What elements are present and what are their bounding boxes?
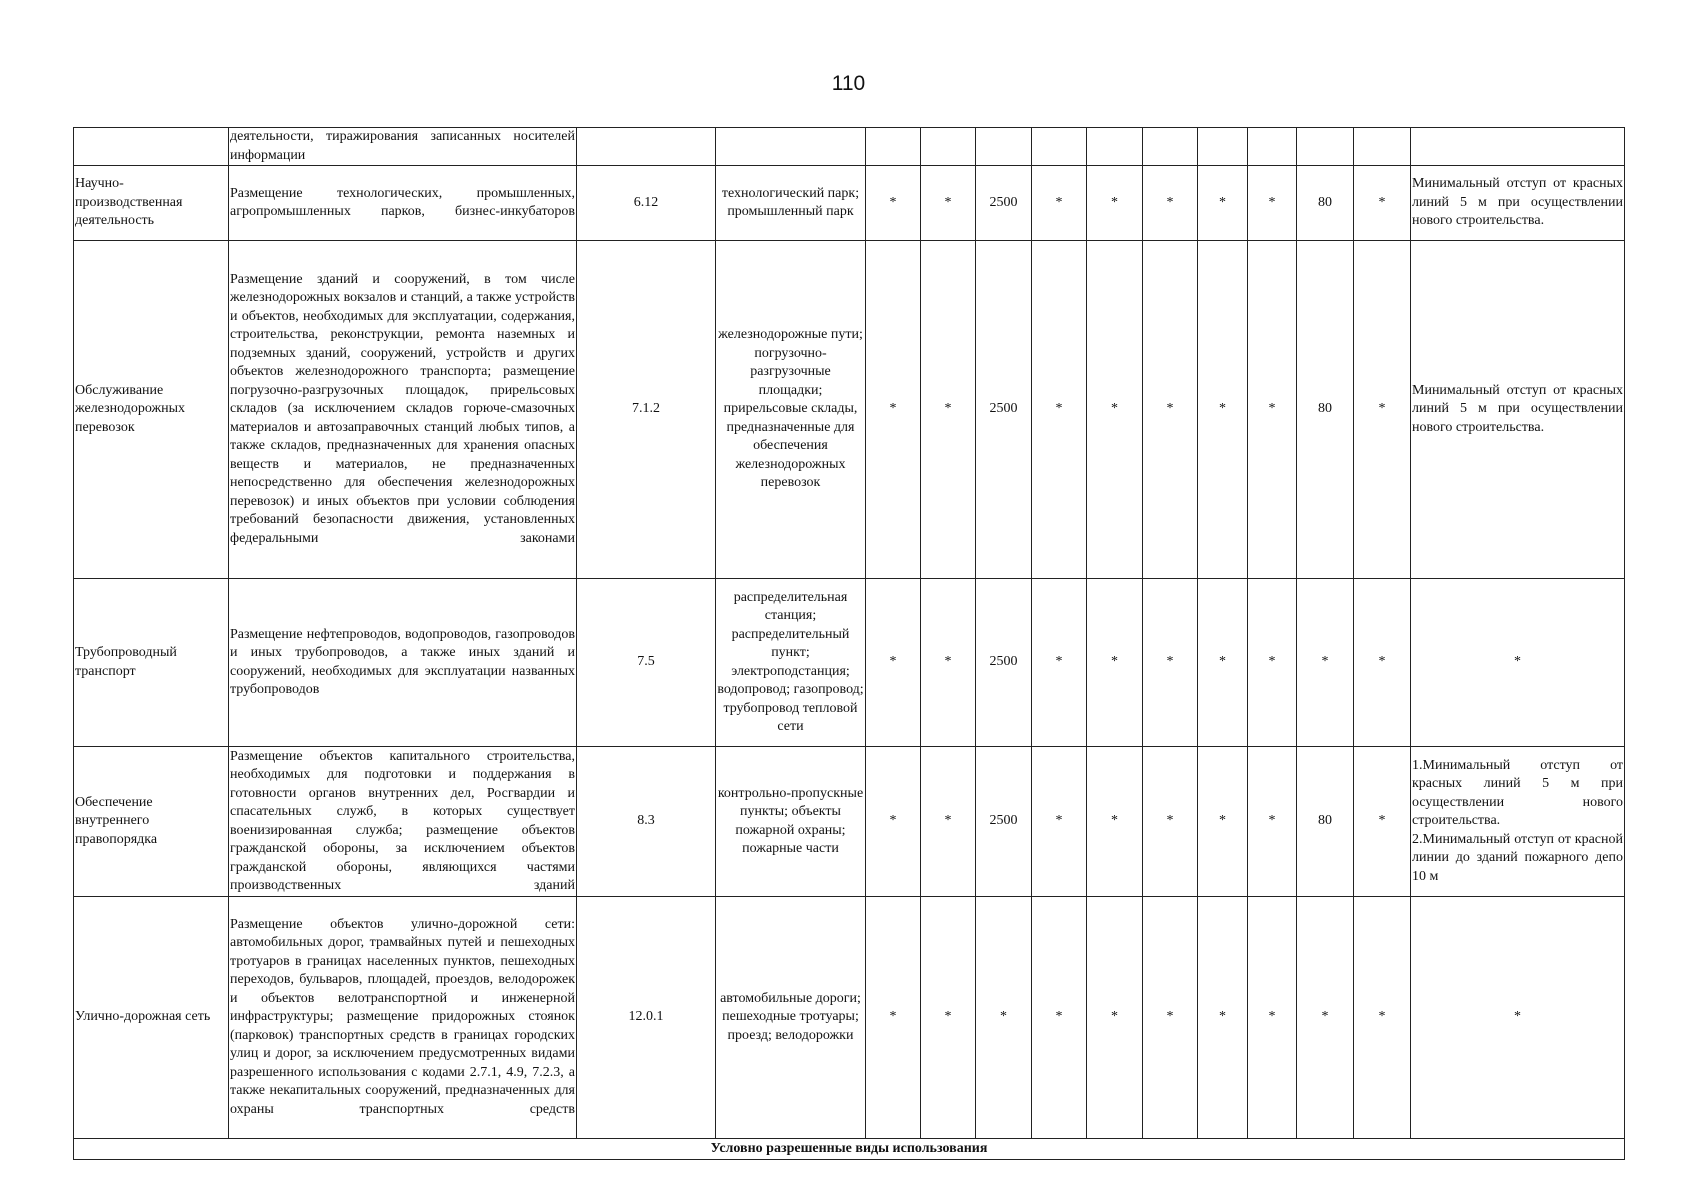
- param-cell: *: [921, 241, 976, 579]
- section-title: Условно разрешенные виды использования: [74, 1139, 1625, 1160]
- use-name: [74, 128, 229, 166]
- use-code: 12.0.1: [577, 897, 716, 1139]
- param-cell: 2500: [976, 747, 1032, 897]
- use-name: Улично-дорожная сеть: [74, 897, 229, 1139]
- use-name: Обслуживание железнодорожных перевозок: [74, 241, 229, 579]
- param-cell: 2500: [976, 579, 1032, 747]
- use-name: Научно-производственная деятельность: [74, 166, 229, 241]
- use-code: [577, 128, 716, 166]
- permitted-objects: [716, 128, 866, 166]
- param-cell: 80: [1297, 166, 1354, 241]
- param-cell: [1087, 128, 1143, 166]
- param-cell: *: [1143, 747, 1198, 897]
- param-cell: *: [1248, 579, 1297, 747]
- param-cell: *: [1354, 897, 1411, 1139]
- param-cell: *: [921, 579, 976, 747]
- param-cell: 80: [1297, 747, 1354, 897]
- use-description: Размещение объектов капитального строительства, необходимых для подготовки и поддержания в готовности органов внутренних дел, Росгвардии и спасательных служб, в которых существует военизированная служба; размещение объектов гражданской обороны, за исключением объектов гражданской обороны, являющихся частями производственных зданий: [229, 747, 577, 897]
- param-cell: *: [1087, 747, 1143, 897]
- use-description: Размещение объектов улично-дорожной сети: автомобильных дорог, трамвайных путей и пешеходных тротуаров в границах населенных пунктов, пешеходных переходов, бульваров, площадей, проездов, велодорожек и объектов велотранспортной и инженерной инфраструктуры; размещение придорожных стоянок (парковок) транспортных средств в границах городских улиц и дорог, за исключением предусмотренных видами разрешенного использования с кодами 2.7.1, 4.9, 7.2.3, а также некапитальных сооружений, предназначенных для охраны транспортных средств: [229, 897, 577, 1139]
- table-row: [74, 897, 1625, 1139]
- param-cell: *: [866, 166, 921, 241]
- param-cell: *: [866, 241, 921, 579]
- param-cell: [1297, 128, 1354, 166]
- table-row: [74, 166, 1625, 241]
- notes-cell: [1411, 128, 1625, 166]
- param-cell: *: [1248, 897, 1297, 1139]
- param-cell: *: [1198, 166, 1248, 241]
- table-row: [74, 241, 1625, 579]
- param-cell: 2500: [976, 241, 1032, 579]
- param-cell: *: [866, 747, 921, 897]
- param-cell: [1354, 128, 1411, 166]
- notes-cell: *: [1411, 579, 1625, 747]
- param-cell: [1248, 128, 1297, 166]
- permitted-objects: технологический парк; промышленный парк: [716, 166, 866, 241]
- param-cell: *: [866, 897, 921, 1139]
- param-cell: *: [1032, 747, 1087, 897]
- param-cell: *: [976, 897, 1032, 1139]
- param-cell: *: [1354, 241, 1411, 579]
- section-header-row: [74, 1139, 1625, 1160]
- use-description: деятельности, тиражирования записанных носителей информации: [229, 128, 577, 166]
- table-row: [74, 579, 1625, 747]
- permitted-objects: распределительная станция; распределительный пункт; электроподстанция; водопровод; газопровод; трубопровод тепловой сети: [716, 579, 866, 747]
- use-description: Размещение нефтепроводов, водопроводов, газопроводов и иных трубопроводов, а также иных зданий и сооружений, необходимых для эксплуатации названных трубопроводов: [229, 579, 577, 747]
- param-cell: *: [1143, 241, 1198, 579]
- permitted-objects: контрольно-пропускные пункты; объекты пожарной охраны; пожарные части: [716, 747, 866, 897]
- param-cell: *: [1297, 579, 1354, 747]
- param-cell: *: [1198, 579, 1248, 747]
- param-cell: [1198, 128, 1248, 166]
- param-cell: *: [1032, 166, 1087, 241]
- notes-cell: 1.Минимальный отступ от красных линий 5 м при осуществлении нового строительства. 2.Минимальный отступ от красной линии до зданий пожарного депо 10 м: [1411, 747, 1625, 897]
- param-cell: *: [1248, 241, 1297, 579]
- table-row: [74, 128, 1625, 166]
- param-cell: *: [921, 747, 976, 897]
- param-cell: *: [1354, 747, 1411, 897]
- param-cell: *: [1198, 897, 1248, 1139]
- param-cell: *: [1248, 166, 1297, 241]
- param-cell: *: [866, 579, 921, 747]
- use-code: 6.12: [577, 166, 716, 241]
- param-cell: [921, 128, 976, 166]
- param-cell: *: [1087, 579, 1143, 747]
- use-description: Размещение зданий и сооружений, в том числе железнодорожных вокзалов и станций, а также устройств и объектов, необходимых для эксплуатации, содержания, строительства, реконструкции, ремонта наземных и подземных зданий, сооружений, устройств и других объектов железнодорожного транспорта; размещение погрузочно-разгрузочных площадок, прирельсовых складов (за исключением складов горюче-смазочных материалов и автозаправочных станций любых типов, а также складов, предназначенных для хранения опасных веществ и материалов, не предназначенных непосредственно для обеспечения железнодорожных перевозок) и иных объектов при условии соблюдения требований безопасности движения, установленных федеральными законами: [229, 241, 577, 579]
- param-cell: *: [1032, 241, 1087, 579]
- param-cell: *: [1143, 579, 1198, 747]
- param-cell: [866, 128, 921, 166]
- zoning-regulations-table: [73, 127, 1625, 1160]
- param-cell: *: [1198, 241, 1248, 579]
- param-cell: 80: [1297, 241, 1354, 579]
- param-cell: *: [1354, 166, 1411, 241]
- notes-cell: Минимальный отступ от красных линий 5 м при осуществлении нового строительства.: [1411, 166, 1625, 241]
- param-cell: *: [1354, 579, 1411, 747]
- param-cell: *: [1087, 897, 1143, 1139]
- notes-cell: Минимальный отступ от красных линий 5 м при осуществлении нового строительства.: [1411, 241, 1625, 579]
- permitted-objects: железнодорожные пути; погрузочно-разгрузочные площадки; прирельсовые склады, предназначенные для обеспечения железнодорожных перевозок: [716, 241, 866, 579]
- param-cell: *: [1087, 166, 1143, 241]
- page-number: 110: [831, 72, 866, 95]
- use-code: 8.3: [577, 747, 716, 897]
- param-cell: [1032, 128, 1087, 166]
- use-description: Размещение технологических, промышленных, агропромышленных парков, бизнес-инкубаторов: [229, 166, 577, 241]
- param-cell: *: [1198, 747, 1248, 897]
- param-cell: *: [921, 166, 976, 241]
- use-name: Обеспечение внутреннего правопорядка: [74, 747, 229, 897]
- param-cell: *: [921, 897, 976, 1139]
- param-cell: *: [1032, 897, 1087, 1139]
- param-cell: *: [1248, 747, 1297, 897]
- param-cell: *: [1143, 166, 1198, 241]
- permitted-objects: автомобильные дороги; пешеходные тротуары; проезд; велодорожки: [716, 897, 866, 1139]
- notes-cell: *: [1411, 897, 1625, 1139]
- param-cell: [1143, 128, 1198, 166]
- use-code: 7.1.2: [577, 241, 716, 579]
- param-cell: 2500: [976, 166, 1032, 241]
- param-cell: *: [1297, 897, 1354, 1139]
- table-row: [74, 747, 1625, 897]
- use-code: 7.5: [577, 579, 716, 747]
- table-body: [74, 128, 1625, 1139]
- param-cell: [976, 128, 1032, 166]
- use-name: Трубопроводный транспорт: [74, 579, 229, 747]
- param-cell: *: [1087, 241, 1143, 579]
- param-cell: *: [1143, 897, 1198, 1139]
- param-cell: *: [1032, 579, 1087, 747]
